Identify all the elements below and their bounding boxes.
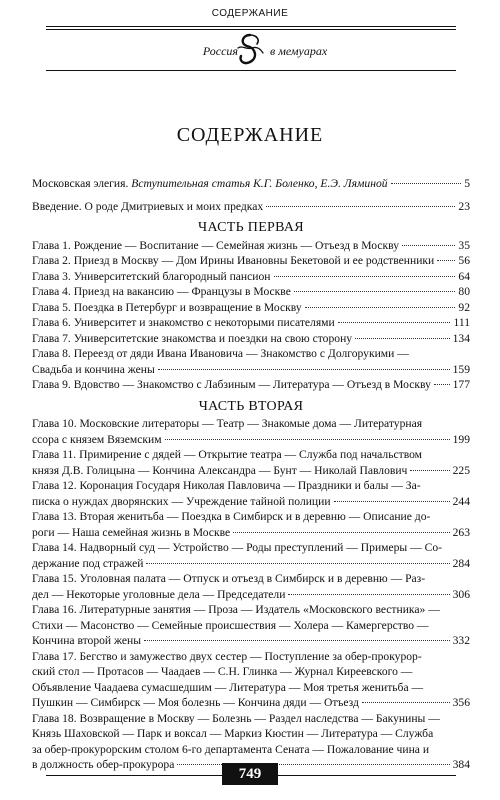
leader-dots: [158, 369, 450, 370]
toc-row: [32, 331, 470, 347]
leader-dots: [266, 206, 455, 207]
toc-entry-text: [32, 300, 302, 316]
series-brand: [0, 34, 500, 68]
part-one-heading: ЧАСТЬ ПЕРВАЯ: [198, 220, 304, 235]
toc-entry-text: [32, 315, 335, 331]
toc-entry-title: писка о нуждах дворянских — Учреждение тайной полиции: [32, 494, 331, 508]
leader-dots: [305, 307, 456, 308]
leader-dots: [362, 702, 450, 703]
toc-entry: [32, 509, 470, 540]
toc-entry: [32, 447, 470, 478]
toc-entry: [32, 602, 470, 649]
toc-page-number: 56: [458, 254, 470, 267]
toc-row: [32, 377, 470, 393]
toc-entry-title: Пушкин — Симбирск — Моя болезнь — Кончина дяди — Отъезд: [32, 696, 359, 709]
toc-entry-line: Глава 14. Надворный суд — Устройство — Роды преступлений — Примеры — Со-: [32, 541, 442, 554]
toc-row: [32, 176, 470, 192]
toc-entry-line: Стихи — Масонство — Семейные происшествия — Холера — Камергерство —: [32, 618, 429, 632]
toc-entry-text: [32, 463, 407, 479]
toc-row: [32, 253, 470, 269]
toc-entry-text: [32, 494, 331, 510]
toc-page-number: 263: [452, 525, 470, 539]
header-rule: [46, 26, 456, 27]
toc-row: [32, 633, 470, 649]
toc-entry-text: [32, 587, 285, 603]
toc-entry: [32, 269, 470, 285]
part-two-heading: ЧАСТЬ ВТОРАЯ: [198, 398, 304, 414]
toc-row: [32, 300, 470, 316]
running-head: СОДЕРЖАНИЕ: [211, 8, 289, 19]
toc-entry: [32, 416, 470, 447]
toc-page-number: 159: [452, 362, 470, 376]
toc-page-number: 111: [453, 316, 470, 329]
toc-entry: [32, 315, 470, 331]
toc-page-number: 5: [464, 177, 470, 190]
toc-entry: [32, 253, 470, 269]
toc-row: [32, 695, 470, 711]
toc-entry-text: [32, 238, 399, 254]
toc-entry-title: Глава 1. Рождение — Воспитание — Семейная жизнь — Отъезд в Москву: [32, 238, 400, 252]
toc-entry-line: Глава 16. Литературные занятия — Проза — Издатель «Московского вестника» —: [32, 603, 440, 616]
toc-entry-title: князя Д.В. Голицына — Кончина Александра — Бунт — Николай Павлович: [32, 463, 408, 477]
toc-entry: [32, 571, 470, 602]
toc-entry-title: Глава 9. Вдовство — Знакомство с Лабзиным — Литература — Отъезд в Москву: [32, 378, 431, 391]
toc-entry-text: [32, 362, 155, 378]
toc-entry-title: роги — Наша семейная жизнь в Москве: [32, 525, 231, 539]
toc-entry-line: Глава 10. Московские литераторы — Театр — Знакомые дома — Литературная: [32, 417, 423, 430]
toc-page-number: 306: [452, 587, 470, 601]
page-number: 749: [222, 763, 278, 785]
toc-page-number: 199: [452, 432, 470, 446]
toc-entry: [32, 300, 470, 316]
leader-dots: [434, 384, 450, 385]
part-two-entries: [32, 416, 470, 773]
toc-entry-line: Глава 17. Бегство и замужество двух сестер — Поступление за обер-прокурор-: [32, 649, 422, 663]
page-title: СОДЕРЖАНИЕ: [176, 124, 324, 146]
toc-entry-title: Глава 7. Университетские знакомства и поездки на свою сторону: [32, 331, 353, 345]
toc-row: [32, 432, 470, 448]
toc-page-number: 134: [452, 331, 470, 345]
toc-entry-text: [32, 633, 141, 649]
toc-entry-line: Глава 12. Коронация Государя Николая Павловича — Праздники и балы — За-: [32, 479, 421, 492]
toc-entry-line: Глава 11. Примирение с дядей — Открытие театра — Служба под начальством: [32, 448, 423, 461]
toc-entry-text: [32, 199, 263, 215]
toc-entry-line: за обер-прокурорским столом 6-го департамента Сената — Пожалование чина и: [32, 742, 430, 756]
toc-entry: [32, 540, 470, 571]
toc-page-number: 80: [458, 285, 470, 298]
toc-row: [32, 556, 470, 572]
toc-entry: [32, 478, 470, 509]
toc-entry: [32, 331, 470, 347]
leader-dots: [410, 470, 449, 471]
toc-page-number: 332: [452, 634, 470, 647]
toc-page-number: 356: [452, 696, 470, 709]
toc-entry-title: Свадьба и кончина жены: [32, 362, 155, 376]
leader-dots: [144, 640, 450, 641]
toc-entry-line: Глава 18. Возвращение в Москву — Болезнь — Раздел наследства — Бакунины —: [32, 711, 440, 725]
toc-entry-title: Кончина второй жены: [32, 634, 142, 647]
toc-row: [32, 587, 470, 603]
toc-entry-text: [32, 556, 143, 572]
toc-entry-title: дел — Некоторые уголовные дела — Председатели: [32, 587, 286, 601]
part-one-entries: [32, 238, 470, 393]
toc-entry-title: Глава 6. Университет и знакомство с некоторыми писателями: [32, 316, 335, 329]
toc-entry: [32, 377, 470, 393]
toc-entry-title: ссора с князем Вяземским: [32, 432, 162, 446]
leader-dots: [274, 276, 456, 277]
toc-entry-line: Князь Шаховской — Парк и воксал — Маркиз Кюстин — Литература — Служба: [32, 727, 434, 740]
toc-row: [32, 362, 470, 378]
toc-page-number: 244: [452, 494, 470, 508]
toc-entry-text: [32, 331, 352, 347]
toc-entry-text: [32, 525, 230, 541]
header-rule: [46, 29, 456, 30]
toc-entry-title: Московская элегия.: [32, 177, 132, 190]
toc-page-number: 384: [452, 758, 470, 771]
leader-dots: [355, 338, 450, 339]
toc-entry: [32, 346, 470, 377]
brand-left-text: Россия: [202, 44, 238, 58]
toc-page-number: 64: [458, 269, 470, 283]
toc-entry-text: [32, 284, 291, 300]
toc-entry-title: Введение. О роде Дмитриевых и моих предках: [32, 199, 264, 213]
toc-entry-line: Глава 13. Вторая женитьба — Поездка в Симбирск и в деревню — Описание до-: [32, 510, 431, 523]
intro-entries: [32, 176, 470, 214]
toc-entry-title: Глава 5. Поездка в Петербург и возвращение в Москву: [32, 300, 302, 314]
leader-dots: [391, 183, 462, 184]
toc-row: [32, 284, 470, 300]
toc-entry-title: в должность обер-прокурора: [32, 758, 175, 771]
toc-row: [32, 463, 470, 479]
toc-entry-title: Глава 2. Приезд в Москву — Дом Ирины Ивановны Бекетовой и ее родственники: [32, 254, 435, 267]
leader-dots: [146, 563, 449, 564]
toc-row: [32, 525, 470, 541]
toc-entry: [32, 284, 470, 300]
toc-entry-text: [32, 377, 431, 393]
toc-entry-line: ский стол — Протасов — Чаадаев — С.Н. Глинка — Журнал Киреевского —: [32, 665, 413, 678]
series-emblem-icon: [232, 32, 268, 66]
leader-dots: [437, 260, 455, 261]
toc-page-number: 23: [458, 199, 470, 213]
toc-entry-title: Глава 3. Университетский благородный пансион: [32, 269, 271, 283]
toc-page-number: 92: [458, 300, 470, 314]
brand-rule: [46, 70, 456, 71]
toc-entry-subtitle: Вступительная статья К.Г. Боленко, Е.Э. Ляминой: [131, 177, 388, 190]
toc-page-number: 225: [452, 463, 470, 477]
leader-dots: [338, 322, 451, 323]
toc-entry-text: [32, 757, 174, 773]
toc-entry-text: [32, 253, 434, 269]
toc-entry-line: Глава 8. Переезд от дяди Ивана Ивановича — Знакомство с Долгорукими —: [32, 347, 409, 360]
toc-entry-text: [32, 695, 359, 711]
toc-row: [32, 238, 470, 254]
toc-entry-text: [32, 269, 271, 285]
toc-row: [32, 199, 470, 215]
leader-dots: [334, 501, 450, 502]
brand-right-text: в мемуарах: [270, 44, 328, 58]
toc-row: [32, 315, 470, 331]
toc-entry: [32, 649, 470, 711]
leader-dots: [294, 291, 456, 292]
toc-entry-line: Глава 15. Уголовная палата — Отпуск и отъезд в Симбирск и в деревню — Раз-: [32, 572, 426, 585]
leader-dots: [165, 439, 450, 440]
leader-dots: [402, 245, 455, 246]
leader-dots: [177, 764, 449, 765]
toc-page-number: 35: [458, 238, 470, 252]
toc-entry-text: [32, 176, 388, 192]
leader-dots: [288, 594, 449, 595]
toc-entry-title: держание под стражей: [32, 556, 144, 570]
toc-row: [32, 494, 470, 510]
leader-dots: [233, 532, 449, 533]
table-of-contents: [32, 176, 470, 773]
toc-row: [32, 269, 470, 285]
toc-page-number: 177: [452, 378, 470, 391]
toc-entry-line: Объявление Чаадаева сумасшедшим — Литература — Моя третья женитьба —: [32, 680, 424, 694]
toc-entry-text: [32, 432, 162, 448]
toc-entry-title: Глава 4. Приезд на вакансию — Французы в Москве: [32, 285, 291, 298]
toc-entry: [32, 238, 470, 254]
toc-page-number: 284: [452, 556, 470, 570]
